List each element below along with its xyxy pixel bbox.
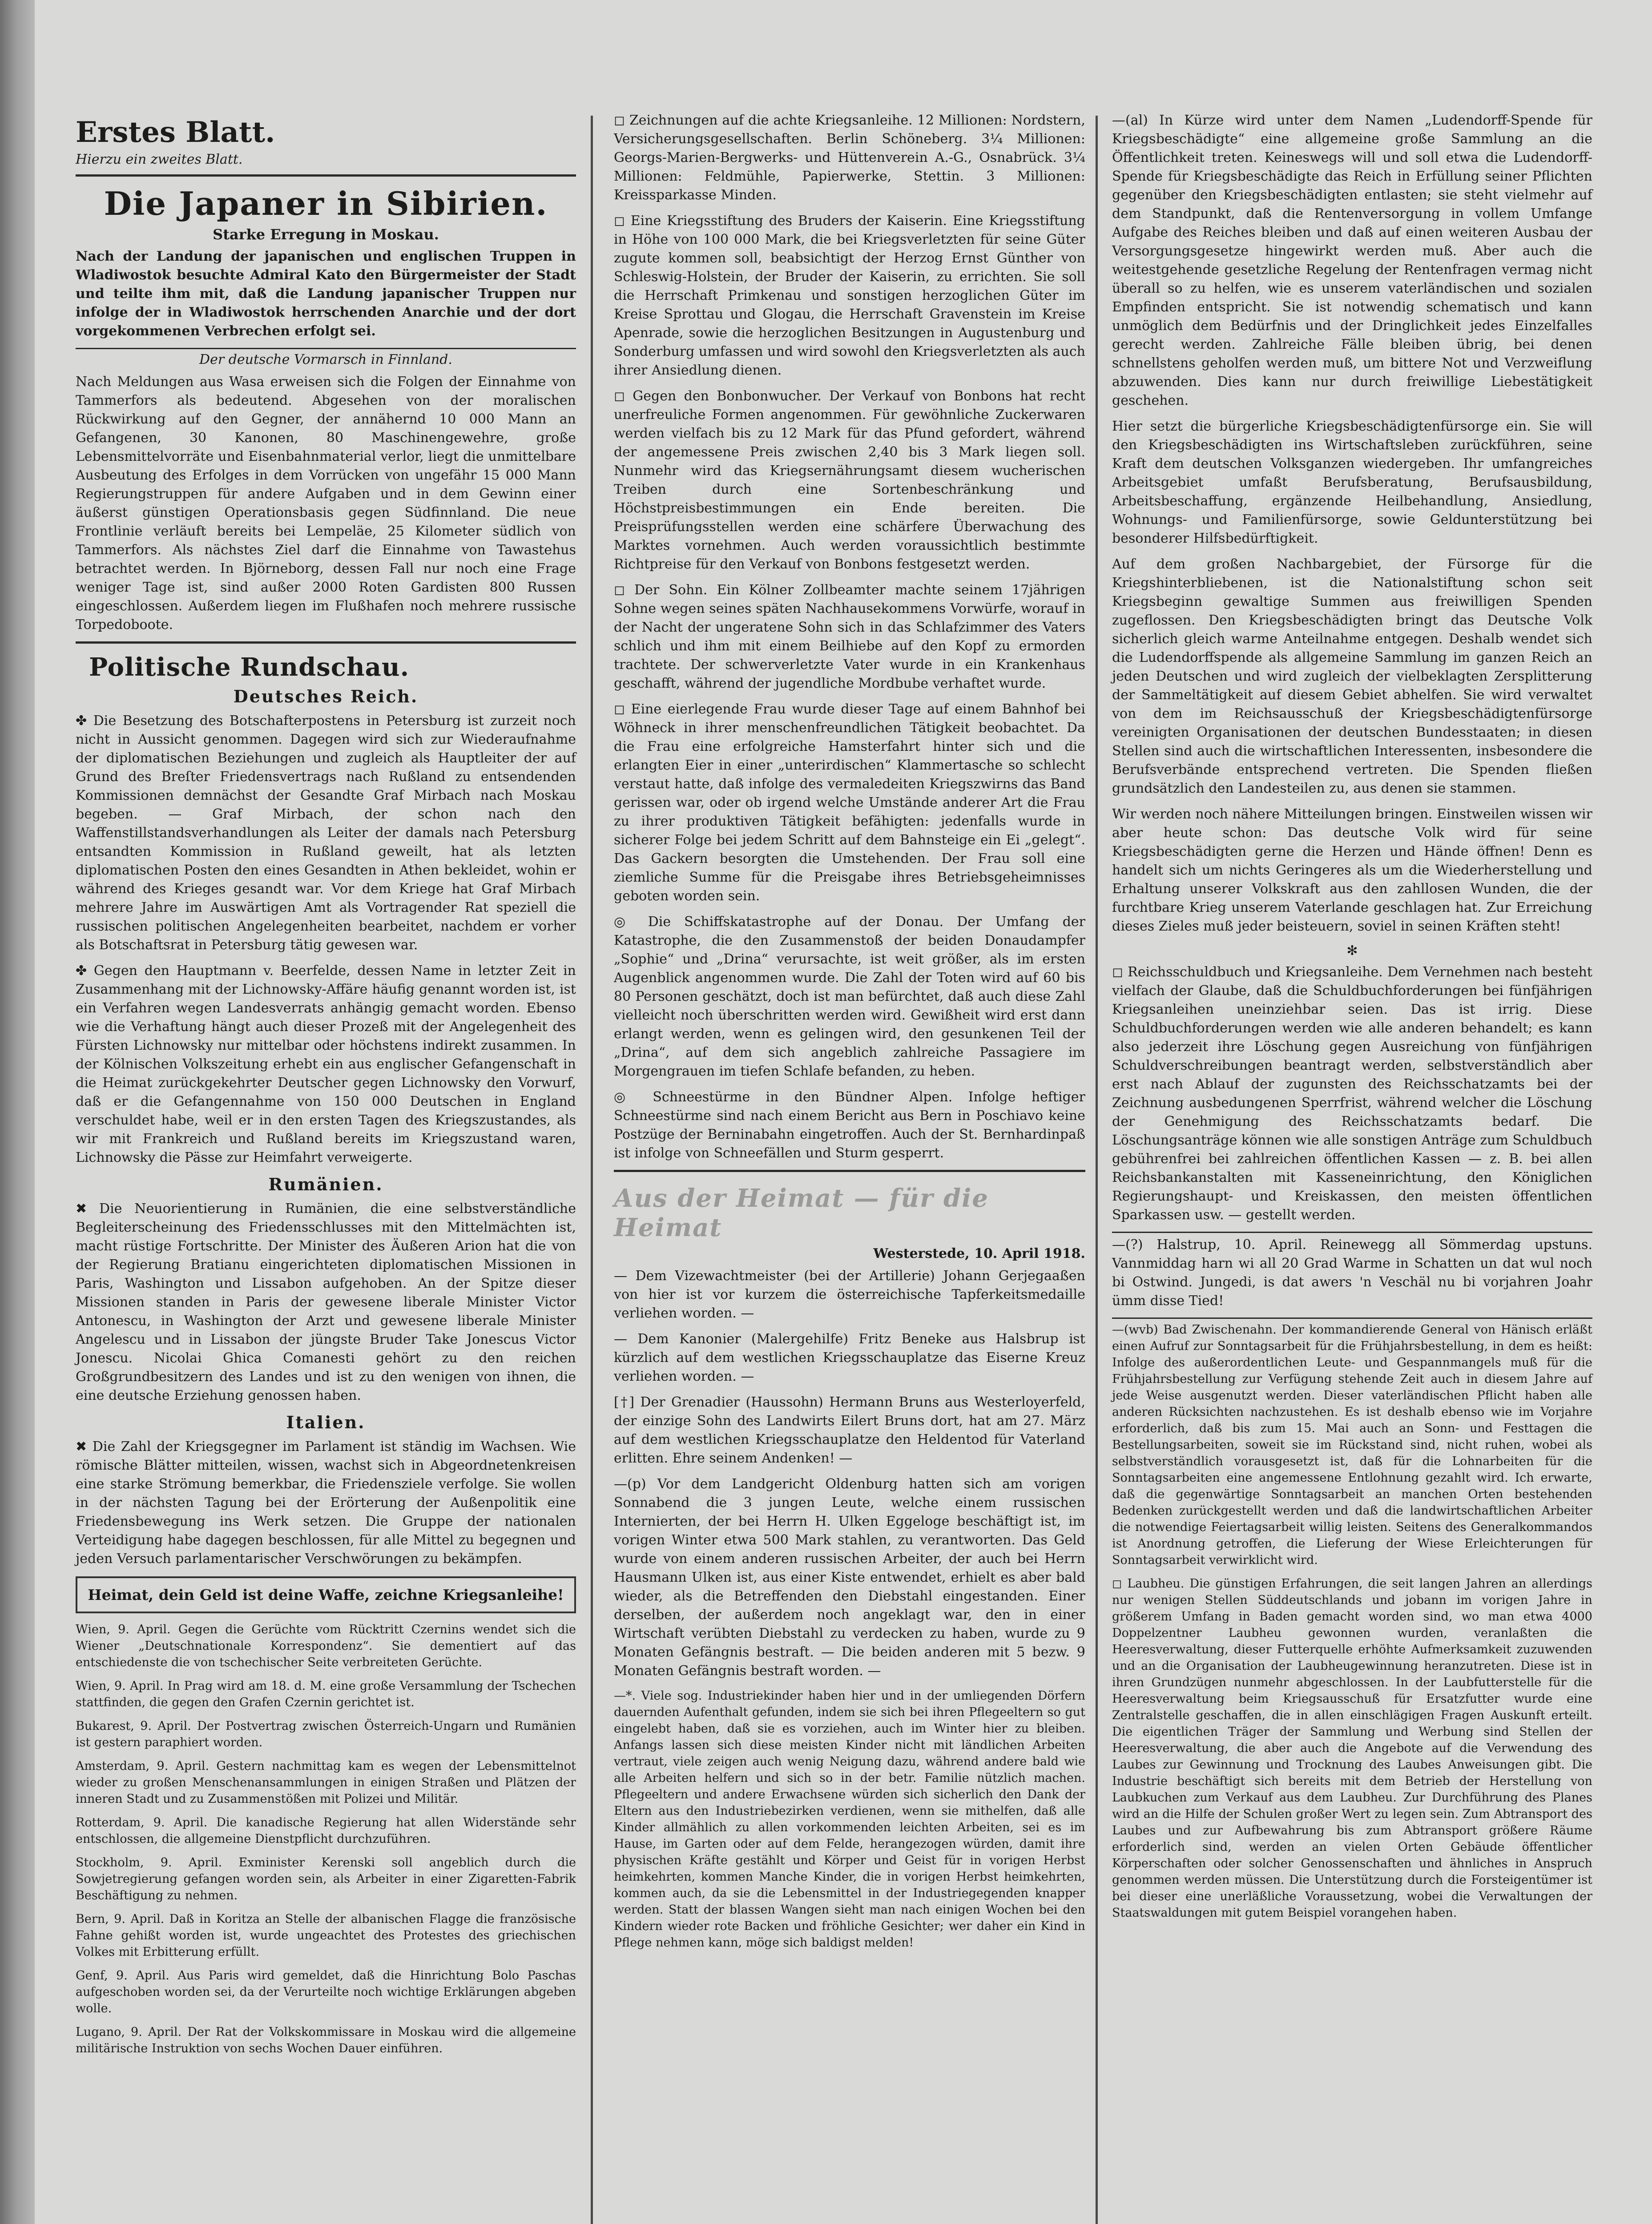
divider — [76, 348, 576, 349]
romania-article: ✖ Die Neuorientierung in Rumänien, die eine selbstverständliche Begleiterscheinung des Friedensschlusses mit den Mittelmächten ist, macht rüstige Fortschritte. Der Minister des Äußeren Arion hat die von der Regierung Bratianu eingerichteten diplomatischen Missionen in Paris, Washington und Lissabon aufgehoben. An der Spitze dieser Missionen standen in Paris der gewesene liberale Minister Victor Antonescu, in Washington der Arzt und gewesene liberale Minister Angelescu und in Lissabon der jüngste Bruder Take Jonescus Victor Jonescu. Nicolai Ghica Comanesti gehört zu den reichen Großgrundbesitzern des Landes und ist zu den wenigen von ihnen, die eine deutsche Erziehung genossen haben. — [76, 1201, 576, 1403]
column-2 — [614, 111, 1085, 1958]
ludendorff-article-1: —(al) In Kürze wird unter dem Namen „Ludendorff-Spende für Kriegsbeschädigte“ eine allgemeine große Sammlung an die Öffentlichkeit treten. Keineswegs will und soll etwa die Ludendorff-Spende für Kriegsbeschädigte das Reich in Erfüllung seiner Pflichten gegenüber den Kriegsbeschädigten entlasten; sie steht vielmehr auf dem Standpunkt, daß die Rentenversorgung in vollem Umfange Aufgabe des Reiches bleiben und daß auf einen weiteren Ausbau der Versorgungsgesetze hingewirkt werden muß. Aber auch die weitestgehende gesetzliche Regelung der Rentenfragen vermag nicht überall so zu helfen, wie es unserem vaterländischen und sozialen Empfinden entspricht. Sie ist notwendig schematisch und kann unmöglich dem Bedürfnis und der Dringlichkeit jedes Einzelfalles gerecht werden. Zahlreiche Fälle bleiben übrig, bei denen schnellstens geholfen werden muß, um bittere Not und Verzweiflung abzuwenden. Dies kann nur durch freiwillige Liebestätigkeit geschehen. — [1112, 113, 1592, 408]
column-1 — [76, 111, 576, 2064]
local-news-item: —(p) Vor dem Landgericht Oldenburg hatten sich am vorigen Sonnabend die 3 jungen Leute, welche einem russischen Internierten, der bei Herrn H. Ulken Eggeloge beschäftigt ist, im vorigen Winter etwa 500 Mark stahlen, zu verantworten. Das Geld wurde von einem anderen russischen Arbeiter, der auch bei Herrn Hausmann Ulken ist, aus einer Kiste entwendet, erhielt es aber bald wieder, als die Betreffenden den Diebstahl eingestanden. Einer derselben, der außerdem noch angeklagt war, den in einer Wirtschaft verübten Diebstahl zu verdecken zu haben, wurde zu 9 Monaten Gefängnis bestraft. — Die beiden anderen mit 5 bezw. 9 Monaten Gefängnis bestraft worden. — — [614, 1476, 1085, 1679]
war-bond-box: Heimat, dein Geld ist deine Waffe, zeichne Kriegsanleihe! — [76, 1576, 576, 1613]
column-rule-left — [591, 116, 593, 2224]
local-news-item: [†] Der Grenadier (Haussohn) Hermann Bruns aus Westerloyerfeld, der einzige Sohn des Landwirts Eilert Bruns dort, hat am 27. März auf dem westlichen Kriegsschauplatze den Heldentod für Vaterland erlitten. Ehre seinem Andenken! — — [614, 1394, 1085, 1466]
wire-item: Wien, 9. April. In Prag wird am 18. d. M. eine große Versammlung der Tschechen stattfinden, die gegen den Grafen Czernin gerichtet ist. — [76, 1679, 576, 1709]
debt-book-article: ◻ Reichsschuldbuch und Kriegsanleihe. Dem Vernehmen nach besteht vielfach der Glaube, daß die Schuldbuchforderungen bei fünfjährigen Kriegsanleihen uneinziehbar seien. Das ist irrig. Diese Schuldbuchforderungen werden wie alle anderen behandelt; es kann also jederzeit ihre Löschung gegen Ausreichung von fünfjährigen Schuldverschreibungen beantragt werden, selbstverständlich aber erst nach Ablauf der zugunsten des Reichsschatzamts bei der Zeichnung ausbedungenen Sperrfrist, während welcher die Löschung der Genehmigung des Reichsschatzamts bedarf. Die Löschungsanträge können wie alle sonstigen Anträge zum Schuldbuch gebührenfrei bei zahlreichen öffentlichen Kassen — z. B. bei allen Reichsbankanstalten mit Kasseneinrichtung, den Königlichen Regierungshaupt- und Kreiskassen, den meisten öffentlichen Sparkassen usw. — gestellt werden. — [1112, 964, 1592, 1223]
column-rule-right — [1096, 116, 1098, 2224]
wire-item: Bukarest, 9. April. Der Postvertrag zwischen Österreich-Ungarn und Rumänien ist gestern paraphiert worden. — [76, 1719, 576, 1749]
ludendorff-article-3: Auf dem großen Nachbargebiet, der Fürsorge für die Kriegshinterbliebenen, ist die Nationalstiftung schon seit Kriegsbeginn gewaltige Summen aus freiwilligen Spenden zugeflossen. Den Kriegsbeschädigten bringt das Deutsche Volk sicherlich gleich warme Anteilnahme entgegen. Deshalb wendet sich die Ludendorffspende als allgemeine Sammlung im ganzen Reich an jeden Deutschen und wird zugleich der vielbeklagten Zersplitterung der Sammeltätigkeit auf diesem Gebiet abhelfen. Sie wird verwaltet von dem im Reichsausschuß der Kriegsbeschädigtenfürsorge vereinigten Organisationen der deutschen Bundesstaaten; in diesen Stellen sind auch die wirtschaftlichen Interessenten, insbesondere die Berufsverbände entsprechend vertreten. Die Spenden fließen grundsätzlich den Landesteilen zu, aus denen sie stammen. — [1112, 556, 1592, 796]
wire-item: Wien, 9. April. Gegen die Gerüchte vom Rücktritt Czernins wendet sich die Wiener „Deutschnationale Korrespondenz“. Sie dementiert auf das entschiedenste die von tschechischer Seite verbreiteten Gerüchte. — [76, 1623, 576, 1669]
japan-subheadline: Starke Erregung in Moskau. — [213, 226, 439, 243]
war-bond-subscriptions: ◻ Zeichnungen auf die achte Kriegsanleihe. 12 Millionen: Nordstern, Versicherungsgesellschaften. Berlin Schöneberg. 3¼ Millionen: Georgs-Marien-Bergwerks- und Hüttenverein A.-G., Osnabrück. 3¼ Millionen: Feldmühle, Papierwerke, Stettin. 3 Millionen: Kreissparkasse Minden. — [614, 113, 1085, 203]
local-news-item: — Dem Kanonier (Malergehilfe) Fritz Beneke aus Halsbrup ist kürzlich auf dem westlichen Kriegsschauplatze das Eiserne Kreuz verliehen worden. — — [614, 1331, 1085, 1384]
bonbon-article: ◻ Gegen den Bonbonwucher. Der Verkauf von Bonbons hat recht unerfreuliche Formen angenommen. Für gewöhnliche Zuckerwaren werden vielfach bis zu 12 Mark für das Pfund gefordert, während der angemessene Preis zwischen 2,40 bis 3 Mark liegen soll. Nunmehr wird das Kriegsernährungsamt diesem wucherischen Treiben durch eine Sortenbeschränkung und Höchstpreisbestimmungen ein Ende bereiten. Die Preisprüfungsstellen werden eine schärfere Überwachung des Marktes vornehmen. Auch werden voraussichtlich bestimmte Richtpreise für den Verkauf von Bonbons festgesetzt werden. — [614, 388, 1085, 572]
egg-woman-article: ◻ Eine eierlegende Frau wurde dieser Tage auf einem Bahnhof bei Wöhneck in ihrer menschenfreundlichen Tätigkeit beobachtet. Da die Frau eine erfolgreiche Hamsterfahrt hinter sich und die erlangten Eier in einer „unterirdischen“ Klammertasche so schlecht verstaut hatte, daß infolge des vermaledeiten Kriegszwirns das Band gerissen war, oder ob irgend welche Umstände anderer Art die Frau zu ihrer produktiven Tätigkeit befähigten: jedenfalls wurde in sicherer Folge bei jedem Schritt auf dem Bahnsteige ein Ei „gelegt“. Das Gackern besorgten die Umstehenden. Der Frau soll eine ziemliche Summe für die Preisgabe ihres Betriebsgeheimnisses geboten worden sein. — [614, 701, 1085, 904]
divider — [1112, 1232, 1592, 1233]
japan-lead: Nach der Landung der japanischen und englischen Truppen in Wladiwostok besuchte Admiral Kato den Bürgermeister der Stadt und teilte ihm mit, daß die Landung japanischer Truppen nur infolge der in Wladiwostok herrschenden Anarchie und der dort vorgekommenen Verbrechen erfolgt sei. — [76, 249, 576, 339]
wire-news — [76, 1621, 576, 2057]
masthead-title: Erstes Blatt. — [76, 116, 275, 149]
masthead-subtitle: Hierzu ein zweites Blatt. — [76, 152, 243, 167]
ludendorff-article-4: Wir werden noch nähere Mitteilungen bringen. Einstweilen wissen wir aber heute schon: Das deutsche Volk wird für seine Kriegsbeschädigten gerne die Herzen und Hände öffnen! Denn es handelt sich um nichts Geringeres als um die Wiederherstellung und Erhaltung unserer Volkskraft aus den zahllosen Wunden, die der furchtbare Krieg unserem Vaterlande geschlagen hat. Zur Erreichung dieses Zieles muß jeder beisteuern, soviel in seinen Kräften steht! — [1112, 806, 1592, 934]
wire-item: Stockholm, 9. April. Exminister Kerenski soll angeblich durch die Sowjetregierung gefangen worden sein, als Arbeiter in einer Zigaretten-Fabrik Beschäftigung zu nehmen. — [76, 1856, 576, 1902]
wire-item: Lugano, 9. April. Der Rat der Volkskommissare in Moskau wird die allgemeine militärische Instruktion von sechs Wochen Dauer einführen. — [76, 2025, 576, 2055]
local-news-item: — Dem Vizewachtmeister (bei der Artillerie) Johann Gerjegaaßen von hier ist vor kurzem die österreichische Tapferkeitsmedaille verliehen worden. — — [614, 1268, 1085, 1321]
book-binding-edge — [0, 0, 35, 2224]
heimat-headline: Aus der Heimat — für die Heimat — [614, 1184, 989, 1242]
divider — [1112, 1317, 1592, 1319]
italy-article: ✖ Die Zahl der Kriegsgegner im Parlament ist ständig im Wachsen. Wie römische Blätter mitteilen, wissen, wachst sich in Abgeordnetenkreisen eine starke Strömung bemerkbar, die Friedensziele verfolge. Sie wollen in der nächsten Tagung bei der Erörterung der Außenpolitik eine Friedensbewegung ins Werk setzen. Die Gruppe der nationalen Verteidigung habe dagegen beschlossen, für alle Mittel zu begegnen und jeden Versuch parlamentarischer Verschwörungen zu bekämpfen. — [76, 1439, 576, 1567]
local-news-item: —*. Viele sog. Industriekinder haben hier und in der umliegenden Dörfern dauernden Aufenthalt gefunden, indem sie sich bei ihren Pflegeeltern so gut eingelebt haben, daß sie es vorziehen, auch im Winter hier zu bleiben. Anfangs lassen sich diese meisten Kinder nicht mit ländlichen Arbeiten vertraut, viele zeigen auch wenig Neigung dazu, während andere bald wie alle Arbeiten helfern und sich so in der betr. Familie nützlich machen. Pflegeeltern und andere Erwachsene würden sich sicherlich den Dank der Eltern aus den Industriebezirken verdienen, wenn sie mithelfen, daß alle Kinder allmählich zu allen vorkommenden leichten Arbeiten, sei es im Hause, im Garten oder auf dem Felde, herangezogen würden, damit ihre physischen Kräfte gestählt und Körper und Geist für in vorigen Herbst heimkehrten, kommen Manche Kinder, die in vorigen Herbst heimkehrten, kommen auch, da sie die Lebensmittel in der Industriegegenden knapper werden. Statt der blassen Wangen sieht man nach einigen Wochen bei den Kindern wieder rote Backen und fröhliche Gesichter; wer daher ein Kind in Pflege nehmen kann, möge sich baldigst melden! — [614, 1689, 1085, 1950]
war-foundation-article: ◻ Eine Kriegsstiftung des Bruders der Kaiserin. Eine Kriegsstiftung in Höhe von 100 000 Mark, die bei Kriegsverletzten für seine Güter zugute kommen soll, beabsichtigt der Herzog Ernst Günther von Schleswig-Holstein, der Bruder der Kaiserin, zu errichten. Sie soll die Herrschaft Primkenau und sonstigen herzoglichen Güter im Kreise Sprottau und Glogau, die Herrschaft Gravenstein im Kreise Apenrade, sowie die herzoglichen Besitzungen in Augustenburg und Sonderburg umfassen und wird sowohl den Kriegsverletzten als auch ihrer Ansiedlung dienen. — [614, 213, 1085, 378]
wire-item: Genf, 9. April. Aus Paris wird gemeldet, daß die Hinrichtung Bolo Paschas aufgeschoben worden sei, da der Verurteilte noch wichtige Erklärungen abgeben wolle. — [76, 1969, 576, 2015]
wire-item: Rotterdam, 9. April. Die kanadische Regierung hat allen Widerstände sehr entschlossen, die allgemeine Dienstpflicht durchzuführen. — [76, 1816, 576, 1846]
politics-headline: Politische Rundschau. — [89, 653, 410, 682]
divider — [614, 1170, 1085, 1172]
politics-article-2: ✤ Gegen den Hauptmann v. Beerfelde, dessen Name in letzter Zeit in Zusammenhang mit der Lichnowsky-Affäre häufig genannt worden ist, ist ein Verfahren wegen Landesverrats anhängig gemacht worden. Ebenso wie die Verhaftung hängt auch dieser Prozeß mit der Angelegenheit des Fürsten Lichnowsky nur mittelbar oder höchstens indirekt zusammen. In der Kölnischen Volkszeitung erhebt ein aus englischer Gefangenschaft in die Heimat zurückgekehrter Deutscher gegen Lichnowsky den Vorwurf, daß er die Gefangennahme von 150 000 Deutschen in England verschuldet habe, weil er in den ersten Tagen des Kriegszustandes, als wir mit Frankreich und Rußland bereits im Kriegszustand waren, Lichnowsky die Pässe zur Heimfahrt verweigerte. — [76, 963, 576, 1165]
japan-headline: Die Japaner in Sibirien. — [104, 185, 548, 222]
halstrup-article: —(?) Halstrup, 10. April. Reinewegg all Sömmerdag upstuns. Vannmiddag harn wi all 20 Grad Warme in Schatten un dat wul noch bi Ostwind. Jungedi, is dat awers 'n Veschäl nu bi vorjahren Joahr ümm disse Tied! — [1112, 1237, 1592, 1309]
italy-headline: Italien. — [286, 1412, 366, 1432]
ludendorff-article-2: Hier setzt die bürgerliche Kriegsbeschädigtenfürsorge ein. Sie will den Kriegsbeschädigten ins Wirtschaftsleben zurückführen, seine Kraft dem deutschen Volksganzen wiedergeben. Ihr umfangreiches Arbeitsgebiet umfaßt Berufsberatung, Berufsausbildung, Arbeitsbeschaffung, ergänzende Heilbehandlung, Ansiedlung, Wohnungs- und Familienfürsorge, sowie Geldunterstützung bei besonderer Hilfsbedürftigkeit. — [1112, 419, 1592, 546]
divider — [76, 174, 576, 177]
finland-article: Nach Meldungen aus Wasa erweisen sich die Folgen der Einnahme von Tammerfors als bedeutend. Abgesehen von der moralischen Rückwirkung auf den Gegner, der annähernd 10 000 Mann an Gefangenen, 30 Kanonen, 80 Maschinengewehre, große Lebensmittelvorräte und Eisenbahnmaterial verlor, liegt die unmittelbare Ausbeutung des Erfolges in dem Vorrücken von ungefähr 15 000 Mann Regierungstruppen für andere Aufgaben und in dem Gewinn einer äußerst günstigen Operationsbasis gegen Südfinnland. Die neue Frontlinie verläuft bereits bei Lempeläe, 25 Kilometer südlich von Tammerfors. Als nächstes Ziel darf die Einnahme von Tawastehus betrachtet werden. In Björneborg, dessen Fall nur noch eine Frage weniger Tage ist, sind außer 2000 Roten Gardisten 800 Russen eingeschlossen. Außerdem liegen im Flußhafen noch mehrere russische Torpedoboote. — [76, 374, 576, 633]
divider — [76, 641, 576, 644]
finland-headline: Der deutsche Vormarsch in Finnland. — [199, 352, 452, 367]
romania-headline: Rumänien. — [268, 1174, 383, 1194]
snowstorm-article: ◎ Schneestürme in den Bündner Alpen. Infolge heftiger Schneestürme sind nach einem Bericht aus Bern in Poschiavo keine Postzüge der Berninabahn eingetroffen. Auch der St. Bernhardinpaß ist infolge von Schneefällen und Sturm gesperrt. — [614, 1089, 1085, 1161]
wire-item: Amsterdam, 9. April. Gestern nachmittag kam es wegen der Lebensmittelnot wieder zu großen Menschenansammlungen in einigen Straßen und Plätzen der inneren Stadt und zu Zusammenstößen mit Polizei und Militär. — [76, 1759, 576, 1806]
leaf-hay-article: ◻ Laubheu. Die günstigen Erfahrungen, die seit langen Jahren an allerdings nur wenigen Stellen Süddeutschlands und jobann im vorigen Jahre in größerem Umfang in Baden gemacht worden sind, wo man etwa 4000 Doppelzentner Laubheu gewonnen wurden, veranlaßten die Heeresverwaltung, dieser Futterquelle erhöhte Aufmerksamkeit zuzuwenden und an die Organisation der Laubheugewinnung heranzutreten. Diese ist in ihren Grundzügen nunmehr abgeschlossen. In der Laubfutterstelle für die Heeresverwaltung beim Kriegsausschuß für Ersatzfutter wurde eine Zentralstelle geschaffen, die in allen einschlägigen Fragen Auskunft erteilt. Die eigentlichen Träger der Sammlung und Werbung sind Stellen der Heeresverwaltung, die aber auch die Angebote auf die Verwendung des Laubes zur Gewinnung und Trocknung des Laubes Anweisungen gibt. Die Industrie beschäftigt sich bereits mit dem Betrieb der Herstellung von Laubkuchen zum Verkauf aus dem Laubheu. Zur Durchführung des Planes wird an die Hilfe der Schulen großer Wert zu legen sein. Zum Abtransport des Laubes und zur Aufbewahrung bis zum Abtransport größere Räume erforderlich sind, werden an vielen Orten Gebäude öffentlicher Körperschaften oder solcher Genossenschaften und ähnliches in Anspruch genommen werden müssen. Die Unterstützung durch die Forsteigentümer ist bei dieser eine unerläßliche Voraussetzung, wobei die Verwaltungen der Staatswaldungen mit gutem Beispiel vorangehen haben. — [1112, 1577, 1592, 1920]
politics-subheadline: Deutsches Reich. — [233, 686, 419, 706]
star-separator: ✻ — [1346, 943, 1358, 959]
heimat-dateline: Westerstede, 10. April 1918. — [873, 1246, 1085, 1261]
column-3 — [1112, 111, 1592, 1928]
danube-article: ◎ Die Schiffskatastrophe auf der Donau. Der Umfang der Katastrophe, die den Zusammenstoß der beiden Donaudampfer „Sophie“ und „Drina“ verursachte, ist weit größer, als im ersten Augenblick angenommen wurde. Die Zahl der Toten wird auf 60 bis 80 Personen geschätzt, doch ist man befürchtet, daß auch diese Zahl vielleicht noch überschritten werden wird. Gewißheit wird erst dann erlangt werden, wenn es gelingen wird, den gesunkenen Teil der „Drina“, auf dem sich angeblich zahlreiche Passagiere im Morgengrauen im tiefen Schlafe befanden, zu heben. — [614, 914, 1085, 1079]
wire-item: Bern, 9. April. Daß in Koritza an Stelle der albanischen Flagge die französische Fahne gehißt worden ist, wurde ungeachtet des Protestes des griechischen Volkes mit Erbitterung erfüllt. — [76, 1912, 576, 1959]
son-article: ◻ Der Sohn. Ein Kölner Zollbeamter machte seinem 17jährigen Sohne wegen seines späten Nachhausekommens Vorwürfe, worauf in der Nacht der ungeratene Sohn sich in das Schlafzimmer des Vaters schlich und ihm mit einem Beilhiebe auf den Kopf zu ermorden trachtete. Der schwerverletzte Vater wurde in ein Krankenhaus geschafft, während der jugendliche Mordbube verhaftet wurde. — [614, 582, 1085, 691]
sunday-work-article: —(wvb) Bad Zwischenahn. Der kommandierende General von Hänisch erläßt einen Aufruf zur Sonntagsarbeit für die Frühjahrsbestellung, in dem es heißt: Infolge des außerordentlichen Leute- und Gespannmangels muß für die Frühjahrsbestellung zur Verfügung stehende Zeit auch in diesem Jahre auf jede Weise ausgenutzt werden. Dieser vaterländischen Pflicht haben alle anderen Rücksichten nachzustehen. Es ist deshalb ebenso wie im Vorjahre erforderlich, daß bis zum 15. Mai auch an Sonn- und Festtagen die Bestellungsarbeiten, soweit sie im Rückstand sind, nicht ruhen, wobei als selbstverständlich vorausgesetzt ist, daß für die Lohnarbeiten für die Sonntagsarbeiten eine angemessene Entlohnung gezahlt wird. Ich erwarte, daß die gegenwärtige Sonntagsarbeit an manchen Orten bestehenden Bedenken zurückgestellt werden und daß die landwirtschaftlichen Arbeiter die notwendige Feiertagsarbeit willig leisten. Seitens des Generalkommandos ist Anordnung getroffen, die Lieferung der Wiese Erleichterungen für Sonntagsarbeit verwirklicht wird. — [1112, 1323, 1592, 1567]
politics-article-1: ✤ Die Besetzung des Botschafterpostens in Petersburg ist zurzeit noch nicht in Aussicht genommen. Dagegen wird sich zur Wiederaufnahme der diplomatischen Beziehungen und zugleich als Hauptleiter der auf Grund des Breſter Friedensvertrags nach Rußland zu entsendenden Kommissionen demnächst der Gesandte Graf Mirbach nach Moskau begeben. — Graf Mirbach, der schon nach den Waffenstillstandsverhandlungen als Leiter der damals nach Petersburg entsandten Kommission in Rußland geweilt, hat als letzten diplomatischen Posten den eines Gesandten in Athen bekleidet, wohin er während des Krieges gesandt war. Vor dem Kriege hat Graf Mirbach mehrere Jahre im Auswärtigen Amt als Vortragender Rat speziell die russischen politischen Angelegenheiten bearbeitet, nachdem er vorher als Botschaftsrat in Petersburg tätig gewesen war. — [76, 713, 576, 953]
